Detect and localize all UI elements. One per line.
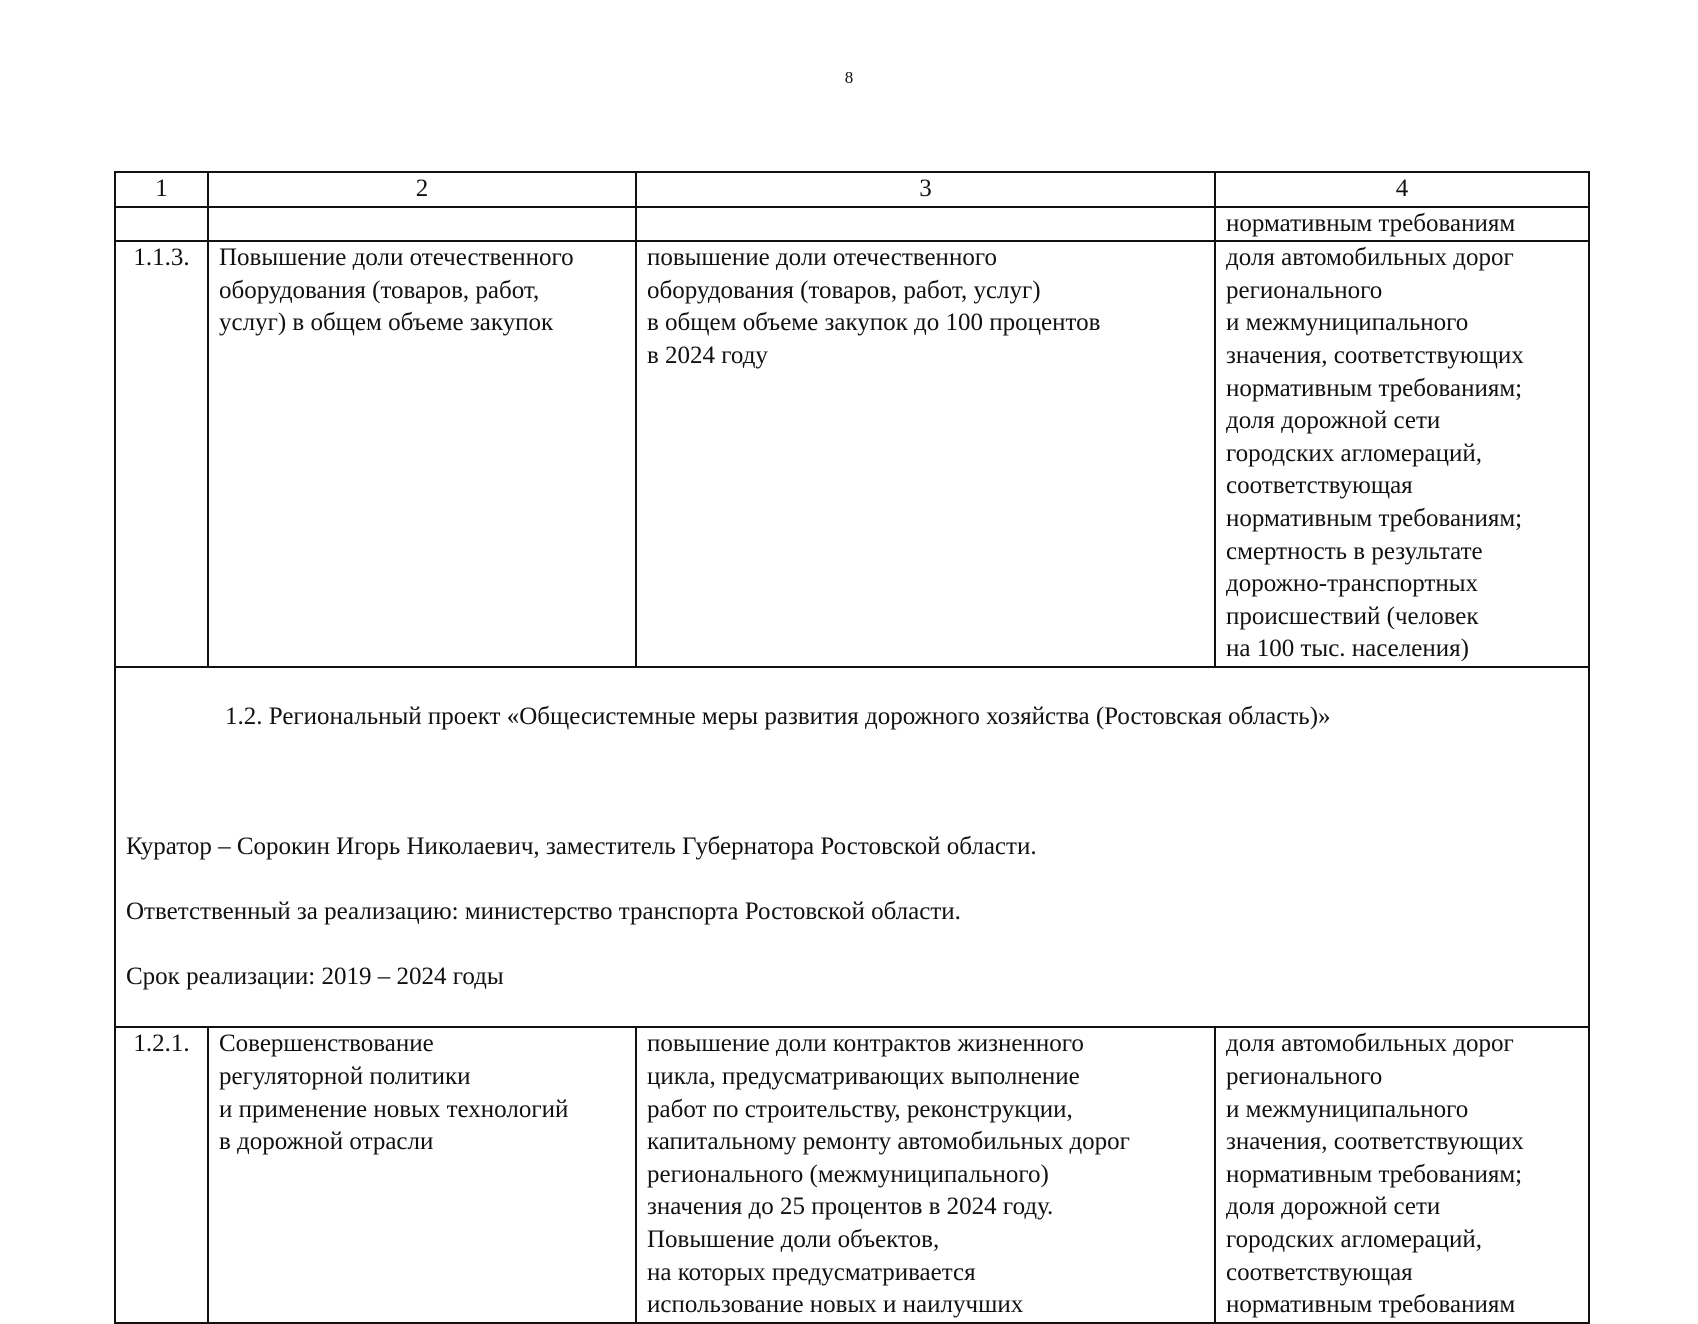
table-row-1-2-1	[115, 1027, 1589, 1322]
section-spacer	[126, 766, 1578, 799]
activity-result: повышение доли отечественного оборудования (товаров, работ, услуг) в общем объеме закупок до 100 процентов в 2024 году	[636, 241, 1215, 667]
cont-cell-4: нормативным требованиям	[1215, 207, 1589, 242]
header-col-1: 1	[115, 172, 208, 207]
section-cell	[115, 667, 1589, 1028]
activity-title: Повышение доли отечественного оборудования (товаров, работ, услуг) в общем объеме закупок	[208, 241, 636, 667]
header-col-4: 4	[1215, 172, 1589, 207]
cont-cell-1	[115, 207, 208, 242]
header-col-2: 2	[208, 172, 636, 207]
continuation-row	[115, 207, 1589, 242]
page-number: 8	[844, 68, 854, 87]
activity-result: повышение доли контрактов жизненного цикла, предусматривающих выполнение работ по строительству, реконструкции, капитальному ремонту автомобильных дорог регионального (межмуниципального) значения до 25 процентов в 2024 году. Повышение доли объектов, на которых предусматривается использование новых и наилучших	[636, 1027, 1215, 1322]
activity-indicator: доля автомобильных дорог регионального и межмуниципального значения, соответствующих нормативным требованиям; доля дорожной сети городских агломераций, соответствующая нормативным требованиям; смертность в результате дорожно-транспортных происшествий (человек на 100 тыс. населения)	[1215, 241, 1589, 667]
table-row-1-1-3	[115, 241, 1589, 667]
section-1-2-row	[115, 667, 1589, 1028]
program-table	[114, 171, 1590, 1324]
activity-title: Совершенствование регуляторной политики и применение новых технологий в дорожной отрасли	[208, 1027, 636, 1322]
cont-cell-2	[208, 207, 636, 242]
section-title: 1.2. Региональный проект «Общесистемные меры развития дорожного хозяйства (Ростовская область)»	[225, 702, 1331, 730]
row-number: 1.1.3.	[115, 241, 208, 667]
section-curator: Куратор – Сорокин Игорь Николаевич, заместитель Губернатора Ростовской области.	[126, 832, 1037, 860]
cont-cell-3	[636, 207, 1215, 242]
section-term: Срок реализации: 2019 – 2024 годы	[126, 963, 504, 991]
section-responsible: Ответственный за реализацию: министерство транспорта Ростовской области.	[126, 898, 961, 926]
column-number-header-row	[115, 172, 1589, 207]
activity-indicator: доля автомобильных дорог регионального и межмуниципального значения, соответствующих нормативным требованиям; доля дорожной сети городских агломераций, соответствующая нормативным требованиям	[1215, 1027, 1589, 1322]
header-col-3: 3	[636, 172, 1215, 207]
row-number: 1.2.1.	[115, 1027, 208, 1322]
